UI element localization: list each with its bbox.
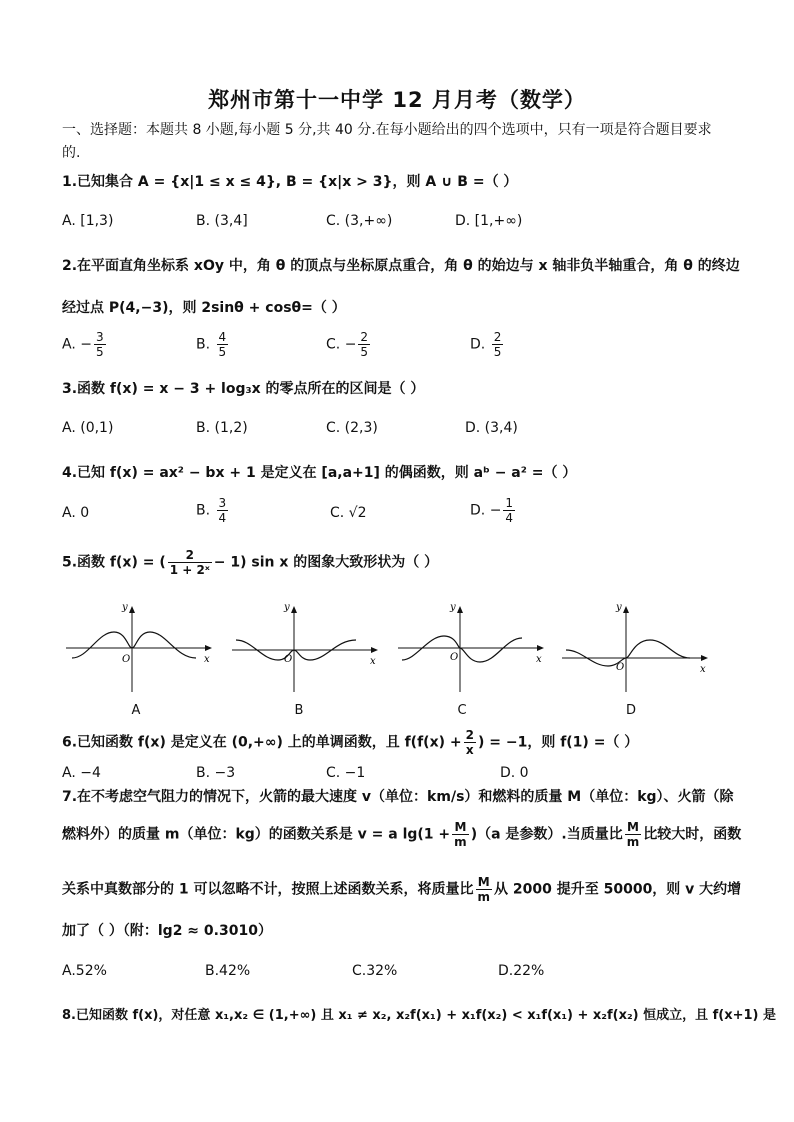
question-3-option-c: C. (2,3) (326, 420, 378, 436)
question-5-stem: 5.函数 f(x) = ( $\frac{2}{\text{1 + 2ˣ}}$ − 1) sin x 的图象大致形状为（ ） (62, 548, 439, 577)
graph-b-y-label: y (284, 602, 290, 613)
graph-c (398, 602, 546, 694)
question-6-stem: 6.已知函数 f(x) 是定义在 (0,+∞) 上的单调函数，且 f(f(x) + $\frac{2}{x}$ ) = −1，则 f(1) =（ ） (62, 728, 639, 757)
question-1-option-a: A. [1,3) (62, 213, 114, 229)
question-3-option-a: A. (0,1) (62, 420, 114, 436)
question-6-option-d: D. 0 (500, 765, 529, 781)
question-6-option-b: B. −3 (196, 765, 236, 781)
question-3-option-b: B. (1,2) (196, 420, 248, 436)
question-2-stem-line2: 经过点 P(4,−3)，则 2sinθ + cosθ=（ ） (62, 300, 346, 316)
question-7-line3: 关系中真数部分的 1 可以忽略不计，按照上述函数关系，将质量比 $\frac{M}{m}$ 从 2000 提升至 50000，则 v 大约增 (62, 875, 742, 904)
question-4-option-c: C. √2 (330, 505, 367, 521)
question-6-option-c: C. −1 (326, 765, 366, 781)
graph-a-label: A (131, 703, 141, 718)
graph-d-x-label: x (700, 664, 706, 675)
question-7-line1: 7.在不考虑空气阻力的情况下，火箭的最大速度 v（单位：km/s）和燃料的质量 M（单位：kg）、火箭（除 (62, 789, 734, 805)
question-4-option-b: B. $\frac{3}{4}$ (196, 496, 227, 525)
graph-a-y-label: y (122, 602, 128, 613)
question-7-option-c: C.32% (352, 963, 398, 979)
question-8-stem: 8.已知函数 f(x)，对任意 x₁,x₂ ∈ (1,+∞) 且 x₁ ≠ x₂, x₂f(x₁) + x₁f(x₂) < x₁f(x₁) + x₂f(x₂) 恒成立，且 f(x+1) 是 (62, 1008, 777, 1023)
graph-c-label: C (457, 703, 467, 718)
graph-b-label: B (294, 703, 304, 718)
question-7-option-b: B.42% (205, 963, 251, 979)
question-6-option-a: A. −4 (62, 765, 101, 781)
question-1-option-b: B. (3,4] (196, 213, 248, 229)
question-2-option-c: C. − $\frac{2}{5}$ (326, 330, 369, 359)
graph-b (232, 602, 380, 694)
graph-a-origin: O (122, 654, 131, 665)
graph-d-y-label: y (616, 602, 622, 613)
graph-a-x-label: x (204, 654, 210, 665)
question-7-option-d: D.22% (498, 963, 545, 979)
question-2-stem-line1: 2.在平面直角坐标系 xOy 中，角 θ 的顶点与坐标原点重合，角 θ 的始边与 x 轴非负半轴重合，角 θ 的终边 (62, 258, 740, 274)
graph-c-x-label: x (536, 654, 542, 665)
question-1-stem: 1.已知集合 A = {x|1 ≤ x ≤ 4}, B = {x|x > 3}，则 A ∪ B =（ ） (62, 174, 518, 190)
question-4-option-d: D. − $\frac{1}{4}$ (470, 496, 514, 525)
question-2-option-d: D. $\frac{2}{5}$ (470, 330, 502, 359)
question-4-stem: 4.已知 f(x) = ax² − bx + 1 是定义在 [a,a+1] 的偶函数，则 aᵇ − a² =（ ） (62, 465, 577, 481)
graph-d-label: D (625, 703, 636, 718)
page-title: 郑州市第十一中学 12 月月考（数学） (208, 88, 586, 112)
question-1-option-d: D. [1,+∞) (455, 213, 523, 229)
question-4-option-a: A. 0 (62, 505, 90, 521)
question-7-line4: 加了（ ）（附：lg2 ≈ 0.3010） (62, 923, 272, 939)
graph-c-origin: O (450, 652, 459, 663)
section-header-line1: 一、选择题：本题共 8 小题,每小题 5 分,共 40 分.在每小题给出的四个选项中，只有一项是符合题目要求 (62, 122, 712, 138)
question-2-option-a: A. − $\frac{3}{5}$ (62, 330, 104, 359)
section-header-line2: 的. (62, 145, 81, 161)
graph-b-origin: O (284, 654, 293, 665)
graph-d (562, 602, 710, 694)
question-7-line2: 燃料外）的质量 m（单位：kg）的函数关系是 v = a lg(1 + $\frac{M}{m}$ )（a 是参数）.当质量比 $\frac{M}{m}$ 比较大时，函数 (62, 820, 742, 849)
question-1-option-c: C. (3,+∞) (326, 213, 393, 229)
question-2-option-b: B. $\frac{4}{5}$ (196, 330, 227, 359)
graph-d-origin: O (616, 662, 625, 673)
graph-b-x-label: x (370, 656, 376, 667)
question-7-option-a: A.52% (62, 963, 107, 979)
question-3-option-d: D. (3,4) (465, 420, 518, 436)
graph-a (66, 602, 214, 694)
graph-c-y-label: y (450, 602, 456, 613)
question-3-stem: 3.函数 f(x) = x − 3 + log₃x 的零点所在的区间是（ ） (62, 381, 425, 397)
